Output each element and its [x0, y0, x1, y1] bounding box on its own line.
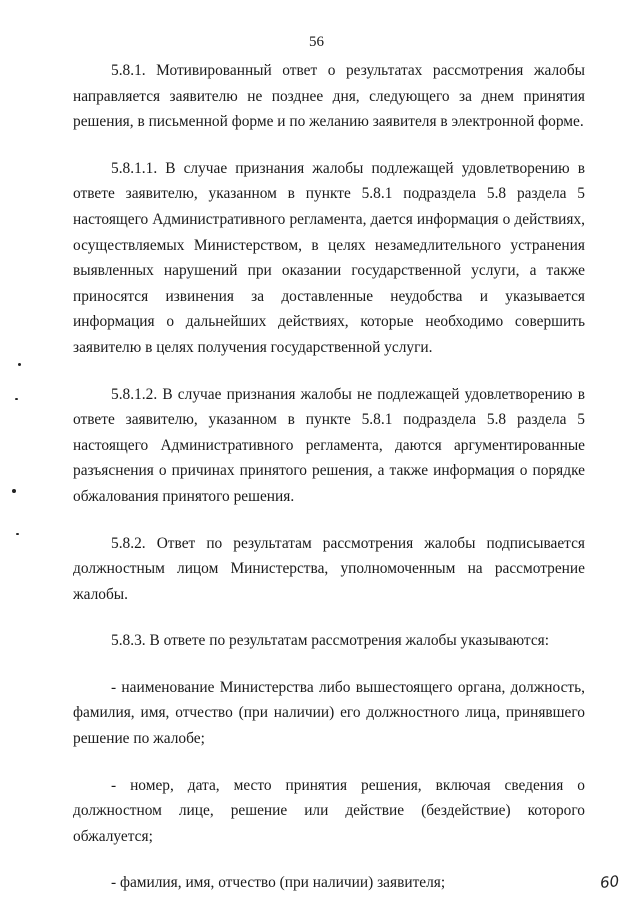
list-item-decision-details: - номер, дата, место принятия решения, включая сведения о должностном лице, решение или действие (бездействие) которого обжалуется;: [73, 776, 585, 845]
list-item-applicant-name: - фамилия, имя, отчество (при наличии) заявителя;: [111, 874, 446, 892]
scan-speck: [12, 489, 16, 493]
paragraph-5-8-1-1: 5.8.1.1. В случае признания жалобы подлежащей удовлетворению в ответе заявителю, указанном в пункте 5.8.1 подраздела 5.8 раздела 5 настоящего Административного регламента, дается информация о действиях, осуществляемых Министерством, в целях незамедлительного устранения выявленных нарушений при оказании государственной услуги, а также приносятся извинения за доставленные неудобства и указывается информация о дальнейших действиях, которые необходимо совершить заявителю в целях получения государственной услуги.: [73, 159, 585, 356]
page-number: 56: [309, 34, 324, 50]
paragraph-5-8-1-2: 5.8.1.2. В случае признания жалобы не подлежащей удовлетворению в ответе заявителю, указанном в пункте 5.8.1 подраздела 5.8 раздела 5 настоящего Административного регламента, даются аргументированные разъяснения о причинах принятого решения, а также информация о порядке обжалования принятого решения.: [73, 385, 585, 505]
handwritten-page-number: 60: [599, 872, 620, 892]
scan-speck: [18, 363, 21, 366]
paragraph-5-8-2: 5.8.2. Ответ по результатам рассмотрения жалобы подписывается должностным лицом Министерства, уполномоченным на рассмотрение жалобы.: [73, 534, 585, 603]
scan-speck: [15, 398, 18, 400]
paragraph-5-8-1: 5.8.1. Мотивированный ответ о результатах рассмотрения жалобы направляется заявителю не позднее дня, следующего за днем принятия решения, в письменной форме и по желанию заявителя в электронной форме.: [73, 62, 585, 131]
list-item-ministry-name: - наименование Министерства либо вышестоящего органа, должность, фамилия, имя, отчество (при наличии) его должностного лица, принявшего решение по жалобе;: [73, 678, 585, 748]
paragraph-5-8-3: 5.8.3. В ответе по результатам рассмотрения жалобы указываются:: [111, 632, 550, 650]
document-body: [73, 58, 585, 917]
scan-speck: [16, 533, 19, 535]
